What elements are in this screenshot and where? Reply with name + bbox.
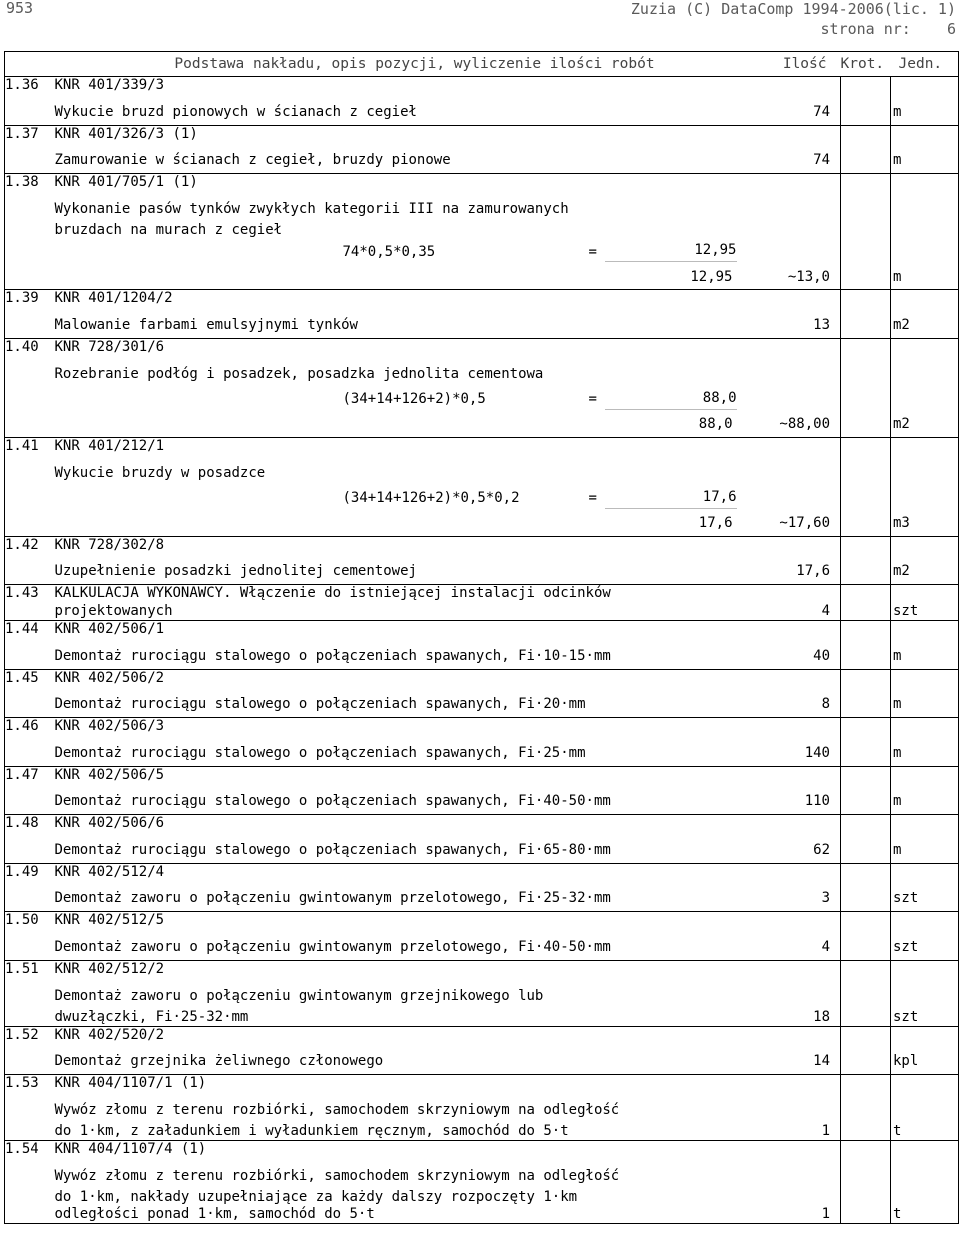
calc-expression: (34+14+126+2)*0,5 bbox=[342, 391, 486, 407]
items-table bbox=[4, 51, 959, 1224]
item-unit: kpl bbox=[891, 1045, 959, 1075]
item-code-row bbox=[5, 1026, 959, 1045]
item-code: KNR 402/506/5 bbox=[51, 766, 841, 785]
item-unit bbox=[891, 1189, 959, 1206]
item-desc-row bbox=[5, 688, 959, 718]
item-sum: 17,6 bbox=[698, 515, 733, 531]
item-number: 1.38 bbox=[5, 174, 51, 193]
software-label: Zuzia (C) DataComp 1994-2006(lic. 1) bbox=[630, 0, 956, 18]
item-calc-row bbox=[5, 239, 959, 265]
item-desc-row bbox=[5, 639, 959, 669]
item-desc-row bbox=[5, 736, 959, 766]
item-number: 1.41 bbox=[5, 437, 51, 456]
item-qty: 110 bbox=[804, 793, 830, 809]
item-desc-row bbox=[5, 456, 959, 486]
item-description: Demontaż rurociągu stalowego o połączeniach spawanych, Fi·65-80·mm bbox=[54, 841, 611, 858]
item-code: KNR 404/1107/4 (1) bbox=[51, 1141, 841, 1160]
item-unit: t bbox=[891, 1123, 959, 1141]
item-unit: m bbox=[891, 736, 959, 766]
item-unit bbox=[891, 222, 959, 239]
item-description: Uzupełnienie posadzki jednolitej cementowej bbox=[54, 563, 417, 579]
item-description: odległości ponad 1·km, samochód do 5·t bbox=[54, 1206, 375, 1222]
item-desc-row bbox=[5, 308, 959, 338]
item-unit: m2 bbox=[891, 555, 959, 585]
item-qty: ~13,0 bbox=[787, 268, 830, 285]
item-desc-row bbox=[5, 930, 959, 960]
item-qty: ~17,60 bbox=[779, 515, 830, 531]
calc-equals: = bbox=[588, 490, 597, 506]
item-unit bbox=[891, 192, 959, 222]
item-sum-row bbox=[5, 265, 959, 290]
item-unit bbox=[891, 1093, 959, 1123]
item-sum: 12,95 bbox=[690, 268, 733, 285]
item-unit: m bbox=[891, 95, 959, 125]
item-code: KNR 402/506/2 bbox=[51, 669, 841, 688]
item-description: do 1·km, nakłady uzupełniające za każdy dalszy rozpoczęty 1·km bbox=[54, 1189, 578, 1205]
item-qty: 4 bbox=[821, 603, 830, 619]
calc-expression: (34+14+126+2)*0,5*0,2 bbox=[342, 490, 520, 506]
item-unit: m bbox=[891, 265, 959, 290]
item-unit bbox=[891, 979, 959, 1009]
item-code: KNR 402/512/4 bbox=[51, 863, 841, 882]
item-qty: ~88,00 bbox=[779, 416, 830, 432]
item-code: KNR 401/326/3 (1) bbox=[51, 125, 841, 144]
item-desc-row bbox=[5, 1159, 959, 1189]
item-desc-row bbox=[5, 1009, 959, 1027]
item-code: KNR 404/1107/1 (1) bbox=[51, 1075, 841, 1094]
item-sum: 88,0 bbox=[698, 416, 733, 432]
item-number: 1.39 bbox=[5, 290, 51, 309]
item-code: KNR 402/506/3 bbox=[51, 718, 841, 737]
item-unit bbox=[891, 357, 959, 387]
item-number: 1.45 bbox=[5, 669, 51, 688]
item-code-row bbox=[5, 536, 959, 555]
item-description: Wykucie bruzdy w posadzce bbox=[54, 464, 266, 481]
item-qty: 14 bbox=[813, 1053, 830, 1069]
item-code-row bbox=[5, 718, 959, 737]
item-calculation bbox=[51, 387, 841, 413]
item-description: Demontaż rurociągu stalowego o połączeniach spawanych, Fi·25·mm bbox=[54, 744, 586, 761]
item-description: bruzdach na murach z cegieł bbox=[54, 222, 283, 238]
item-unit: m bbox=[891, 144, 959, 174]
item-code-row bbox=[5, 338, 959, 357]
item-description: Malowanie farbami emulsyjnymi tynków bbox=[54, 316, 358, 333]
item-number: 1.36 bbox=[5, 77, 51, 96]
item-code-row bbox=[5, 621, 959, 640]
item-description: Wykucie bruzd pionowych w ścianach z cegieł bbox=[54, 103, 417, 120]
item-code-row bbox=[5, 125, 959, 144]
item-qty bbox=[739, 1159, 841, 1189]
calc-expression: 74*0,5*0,35 bbox=[342, 243, 436, 260]
item-qty: 62 bbox=[813, 841, 830, 858]
item-qty: 1 bbox=[821, 1206, 830, 1222]
item-qty bbox=[739, 456, 841, 486]
item-number: 1.49 bbox=[5, 863, 51, 882]
item-number: 1.46 bbox=[5, 718, 51, 737]
item-code: KALKULACJA WYKONAWCY. Włączenie do istniejącej instalacji odcinków bbox=[51, 585, 841, 604]
item-qty bbox=[739, 1093, 841, 1123]
item-code-row bbox=[5, 912, 959, 931]
table-body bbox=[5, 77, 959, 1225]
col-qty: Ilość bbox=[782, 55, 827, 72]
item-desc-row bbox=[5, 1093, 959, 1123]
item-description: dwuzłączki, Fi·25-32·mm bbox=[54, 1008, 249, 1025]
item-qty bbox=[739, 357, 841, 387]
item-desc-row bbox=[5, 555, 959, 585]
item-desc-row bbox=[5, 357, 959, 387]
item-sum-row bbox=[5, 413, 959, 438]
item-number: 1.43 bbox=[5, 585, 51, 604]
item-desc-row bbox=[5, 95, 959, 125]
item-description: Demontaż rurociągu stalowego o połączeniach spawanych, Fi·40-50·mm bbox=[54, 793, 611, 809]
item-unit: m bbox=[891, 639, 959, 669]
item-code-row bbox=[5, 290, 959, 309]
item-description: Demontaż rurociągu stalowego o połączeniach spawanych, Fi·20·mm bbox=[54, 696, 586, 712]
col-krot: Krot. bbox=[840, 55, 885, 72]
item-unit: m2 bbox=[891, 413, 959, 438]
item-code: KNR 402/520/2 bbox=[51, 1026, 841, 1045]
item-unit bbox=[891, 456, 959, 486]
header-right bbox=[631, 0, 956, 39]
item-unit: szt bbox=[891, 1009, 959, 1027]
item-code: KNR 402/506/6 bbox=[51, 815, 841, 834]
item-desc-row bbox=[5, 882, 959, 912]
item-code: KNR 728/301/6 bbox=[51, 338, 841, 357]
item-description: do 1·km, z załadunkiem i wyładunkiem ręcznym, samochód do 5·t bbox=[54, 1123, 569, 1139]
item-code: KNR 402/512/2 bbox=[51, 960, 841, 979]
item-number: 1.44 bbox=[5, 621, 51, 640]
item-desc-row bbox=[5, 192, 959, 222]
table-header bbox=[5, 52, 959, 77]
item-qty: 1 bbox=[821, 1123, 830, 1139]
item-qty: 140 bbox=[804, 744, 830, 761]
item-code: KNR 402/506/1 bbox=[51, 621, 841, 640]
item-description: Demontaż grzejnika żeliwnego członowego bbox=[54, 1053, 384, 1069]
cost-estimate-table bbox=[4, 51, 958, 1224]
item-qty: 74 bbox=[813, 152, 830, 168]
item-desc-row bbox=[5, 144, 959, 174]
item-number: 1.54 bbox=[5, 1141, 51, 1160]
item-calc-row bbox=[5, 486, 959, 512]
item-desc-row bbox=[5, 833, 959, 863]
item-unit: m3 bbox=[891, 512, 959, 537]
item-unit: m bbox=[891, 785, 959, 815]
item-unit: m2 bbox=[891, 308, 959, 338]
item-number: 1.52 bbox=[5, 1026, 51, 1045]
col-unit: Jedn. bbox=[898, 55, 943, 72]
item-qty bbox=[739, 192, 841, 222]
item-qty: 40 bbox=[813, 647, 830, 664]
item-code-row bbox=[5, 77, 959, 96]
item-desc-row bbox=[5, 222, 959, 239]
item-calculation bbox=[51, 486, 841, 512]
item-code: KNR 401/1204/2 bbox=[51, 290, 841, 309]
item-code-row bbox=[5, 585, 959, 604]
item-desc-row bbox=[5, 603, 959, 621]
page-number: 953 bbox=[6, 0, 34, 17]
item-description: projektowanych bbox=[54, 603, 173, 619]
item-number: 1.37 bbox=[5, 125, 51, 144]
item-description: Demontaż zaworu o połączeniu gwintowanym przelotowego, Fi·25-32·mm bbox=[54, 890, 611, 906]
item-description: Demontaż zaworu o połączeniu gwintowanym grzejnikowego lub bbox=[54, 987, 544, 1004]
item-qty: 74 bbox=[813, 103, 830, 120]
item-code-row bbox=[5, 815, 959, 834]
item-sum-row bbox=[5, 512, 959, 537]
item-desc-row bbox=[5, 785, 959, 815]
item-unit: m bbox=[891, 688, 959, 718]
item-qty: 8 bbox=[821, 696, 830, 712]
item-unit: szt bbox=[891, 930, 959, 960]
item-qty: 18 bbox=[813, 1008, 830, 1025]
col-description: Podstawa nakładu, opis pozycji, wyliczenie ilości robót bbox=[174, 55, 655, 72]
item-description: Zamurowanie w ścianach z cegieł, bruzdy pionowe bbox=[54, 152, 451, 168]
calc-result: 88,0 bbox=[605, 390, 737, 410]
item-desc-row bbox=[5, 1189, 959, 1206]
item-code: KNR 728/302/8 bbox=[51, 536, 841, 555]
calc-result: 17,6 bbox=[605, 489, 737, 509]
item-number: 1.42 bbox=[5, 536, 51, 555]
item-description: Wykonanie pasów tynków zwykłych kategorii III na zamurowanych bbox=[54, 201, 569, 217]
item-code-row bbox=[5, 437, 959, 456]
item-description: Wywóz złomu z terenu rozbiórki, samochodem skrzyniowym na odległość bbox=[54, 1168, 620, 1184]
item-description: Wywóz złomu z terenu rozbiórki, samochodem skrzyniowym na odległość bbox=[54, 1102, 620, 1118]
item-calculation bbox=[51, 239, 841, 265]
item-code-row bbox=[5, 863, 959, 882]
item-code: KNR 401/339/3 bbox=[51, 77, 841, 96]
item-unit: m bbox=[891, 833, 959, 863]
page-header bbox=[0, 0, 960, 44]
item-qty: 17,6 bbox=[796, 563, 830, 579]
item-code: KNR 401/212/1 bbox=[51, 437, 841, 456]
item-code: KNR 402/512/5 bbox=[51, 912, 841, 931]
item-description: Rozebranie podłóg i posadzek, posadzka jednolita cementowa bbox=[54, 365, 544, 382]
item-desc-row bbox=[5, 1123, 959, 1141]
calc-equals: = bbox=[588, 243, 597, 260]
item-number: 1.48 bbox=[5, 815, 51, 834]
calc-result: 12,95 bbox=[605, 242, 737, 262]
item-qty bbox=[739, 979, 841, 1009]
item-qty: 4 bbox=[821, 938, 830, 955]
item-qty: 13 bbox=[813, 316, 830, 333]
item-qty bbox=[739, 1189, 841, 1206]
item-code-row bbox=[5, 669, 959, 688]
item-desc-row bbox=[5, 1206, 959, 1224]
item-code-row bbox=[5, 1141, 959, 1160]
item-code-row bbox=[5, 1075, 959, 1094]
item-unit: t bbox=[891, 1206, 959, 1224]
item-code-row bbox=[5, 174, 959, 193]
item-unit bbox=[891, 1159, 959, 1189]
calc-equals: = bbox=[588, 391, 597, 407]
item-number: 1.40 bbox=[5, 338, 51, 357]
item-unit: szt bbox=[891, 603, 959, 621]
page-counter: strona nr: 6 bbox=[820, 20, 956, 38]
item-description: Demontaż zaworu o połączeniu gwintowanym przelotowego, Fi·40-50·mm bbox=[54, 938, 611, 955]
item-calc-row bbox=[5, 387, 959, 413]
item-unit: szt bbox=[891, 882, 959, 912]
item-code: KNR 401/705/1 (1) bbox=[51, 174, 841, 193]
item-code-row bbox=[5, 960, 959, 979]
item-qty bbox=[739, 222, 841, 239]
item-number: 1.47 bbox=[5, 766, 51, 785]
item-desc-row bbox=[5, 1045, 959, 1075]
item-code-row bbox=[5, 766, 959, 785]
item-qty: 3 bbox=[821, 890, 830, 906]
item-description: Demontaż rurociągu stalowego o połączeniach spawanych, Fi·10-15·mm bbox=[54, 647, 611, 664]
item-number: 1.50 bbox=[5, 912, 51, 931]
table-end bbox=[5, 1224, 959, 1225]
item-number: 1.51 bbox=[5, 960, 51, 979]
item-desc-row bbox=[5, 979, 959, 1009]
item-number: 1.53 bbox=[5, 1075, 51, 1094]
